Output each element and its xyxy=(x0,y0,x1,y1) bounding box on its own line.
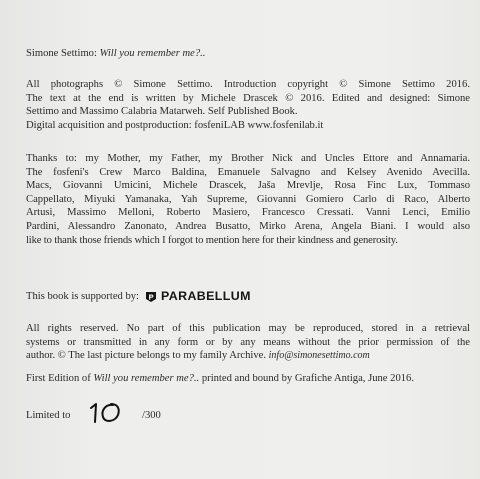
rights-line-with-email xyxy=(26,349,470,363)
author-name: Simone Settimo: xyxy=(26,48,97,59)
edition-suffix: printed and bound by Grafiche Antiga, June 2016. xyxy=(199,373,414,384)
thanks-paragraph xyxy=(26,152,470,247)
parabellum-brand xyxy=(145,290,251,304)
thanks-line: Artusi, Massimo Melloni, Roberto Masiero, Francesco Cressati. Vanni Lenci, Emilio xyxy=(26,207,470,219)
credits-line: Digital acquisition and postproduction: fosfeniLAB www.fosfenilab.it xyxy=(26,119,324,131)
thanks-line: Cappellato, Miyuki Yamanaka, Yah Supreme, Giovanni Gomiero Carlo di Raco, Alberto xyxy=(26,193,470,205)
rights-paragraph xyxy=(26,322,470,363)
title-line xyxy=(26,47,470,61)
limited-edition-line xyxy=(26,400,470,426)
handwritten-edition-number xyxy=(85,398,129,426)
book-title: Will you remember me?.. xyxy=(99,48,206,59)
edition-line xyxy=(26,372,470,386)
edition-book-title: Will you remember me?.. xyxy=(93,373,200,384)
thanks-line: like to thank those friends which I forgot to mention here for their kindness and generosity. xyxy=(26,234,398,246)
support-line xyxy=(26,290,470,304)
rights-line: All rights reserved. No part of this publication may be reproduced, stored in a retrieval xyxy=(26,323,470,334)
thanks-line: The fosfeni's Crew Marco Baldina, Emanuele Salvagno and Kelsey Avenido Avecilla. xyxy=(26,166,470,178)
limited-label: Limited to xyxy=(26,410,71,421)
credits-line: The text at the end is written by Michele Drascek © 2016. Edited and designed: Simone xyxy=(26,92,470,104)
support-label: This book is supported by: xyxy=(26,291,139,302)
credits-line: All photographs © Simone Settimo. Introduction copyright © Simone Settimo 2016. xyxy=(26,79,470,90)
credits-line: Settimo and Massimo Calabria Matarweh. Self Published Book. xyxy=(26,106,298,118)
thanks-line: Macs, Giovanni Umicini, Michele Drascek, Jaša Mrevlje, Rosa Finc Lux, Tommaso xyxy=(26,180,470,192)
credits-paragraph xyxy=(26,78,470,132)
contact-email: info@simonesettimo.com xyxy=(268,350,370,362)
rights-line: author. © The last picture belongs to my family Archive. xyxy=(26,350,266,362)
brand-name: PARABELLUM xyxy=(161,289,251,303)
limited-total: /300 xyxy=(142,410,161,421)
edition-prefix: First Edition of xyxy=(26,373,94,384)
rights-line: systems or transmitted in any form or by any means without the prior permission of the xyxy=(26,336,470,348)
thanks-line: Pardini, Alessandro Zanonato, Andrea Busatto, Mirko Arena, Angela Biani. I would also xyxy=(26,220,470,232)
parabellum-logo-icon xyxy=(145,291,157,303)
thanks-line: Thanks to: my Mother, my Father, my Brother Nick and Uncles Ettore and Annamaria. xyxy=(26,153,470,164)
